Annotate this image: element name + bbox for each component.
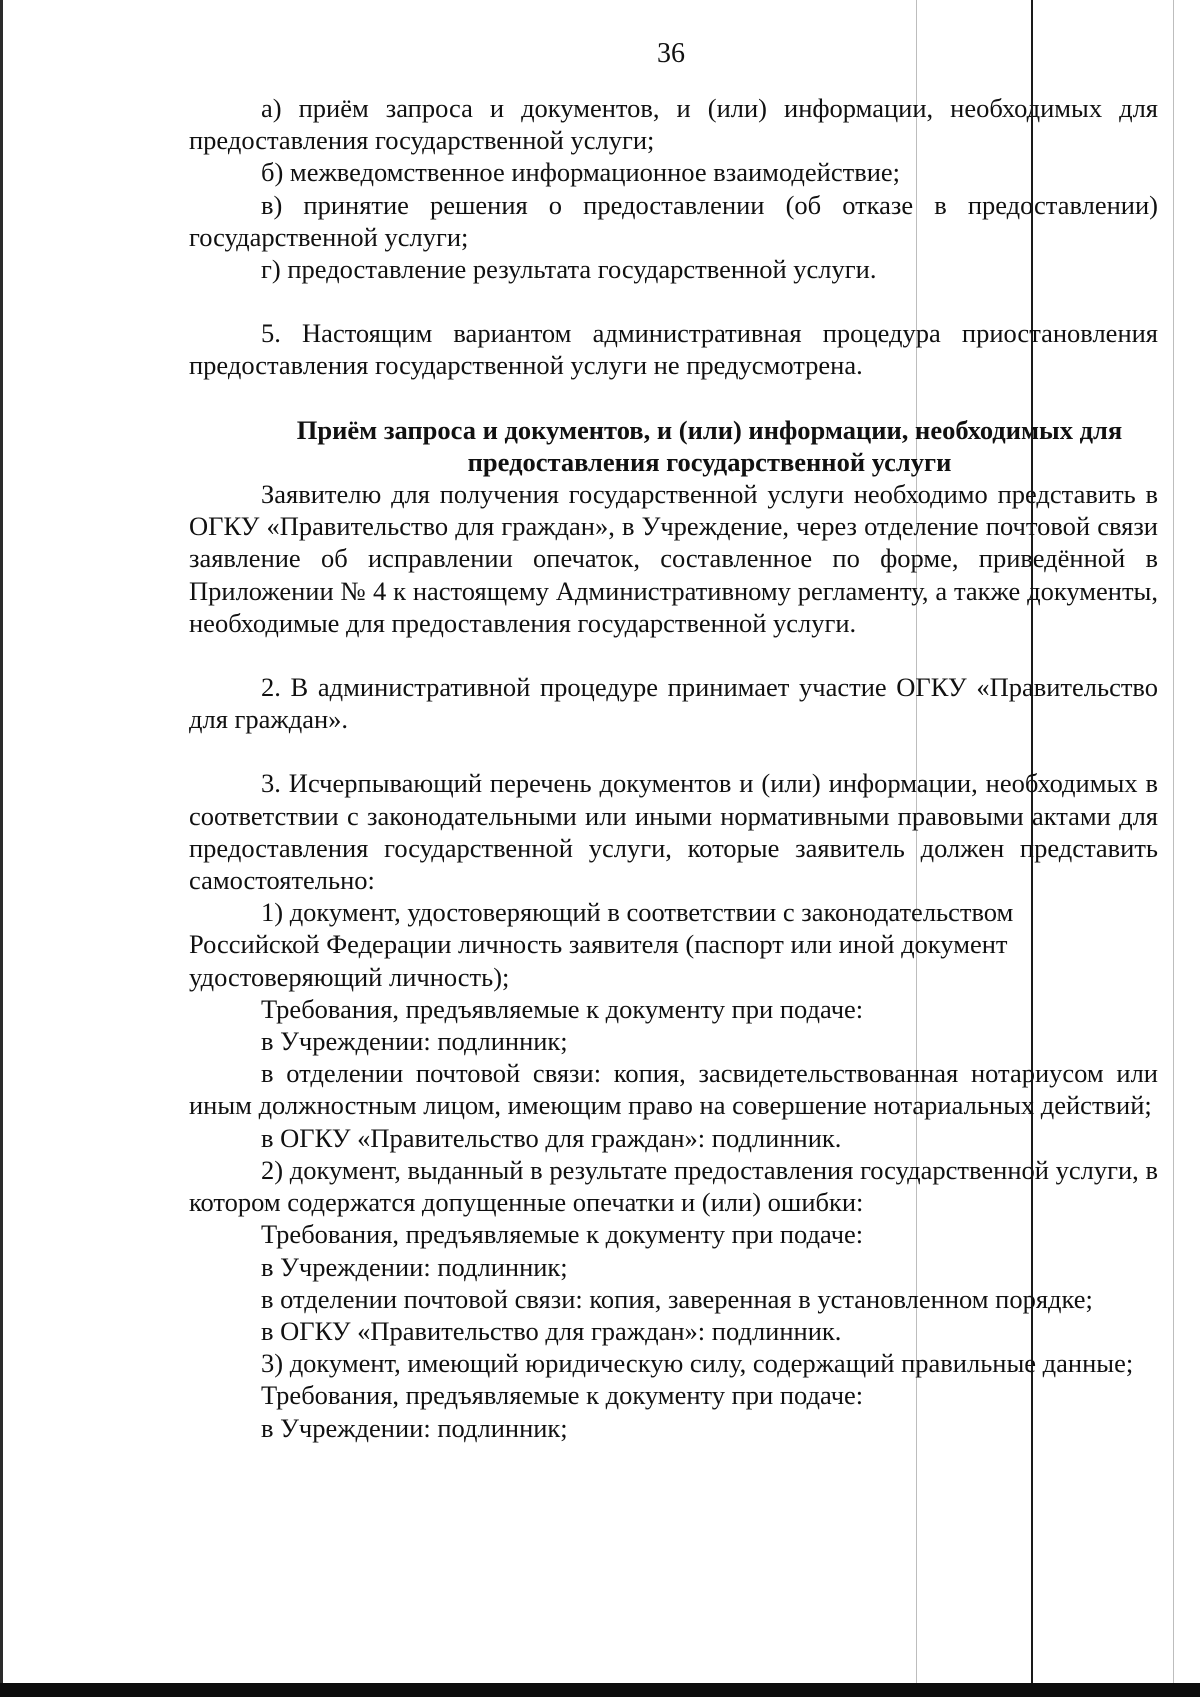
list-item-c: в) принятие решения о предоставлении (об отказе в предоставлении) государственной услуги;	[189, 189, 1158, 252]
section-heading-line2: предоставления государственной услуги	[467, 446, 952, 477]
doc3-institution: в Учреждении: подлинник;	[261, 1412, 568, 1443]
spacer	[189, 735, 1158, 767]
doc2-ogku: в ОГКУ «Правительство для граждан»: подлинник.	[261, 1315, 842, 1346]
doc1-ogku: в ОГКУ «Правительство для граждан»: подлинник.	[261, 1122, 842, 1153]
page-number: 36	[657, 38, 685, 69]
list-item-a: а) приём запроса и документов, и (или) информации, необходимых для предоставления государственной услуги;	[189, 93, 1158, 156]
paragraph-3: 3. Исчерпывающий перечень документов и (или) информации, необходимых в соответствии с законодательными или иными нормативными правовыми актами для предоставления государственной услуги, которые заявитель должен представить самостоятельно:	[189, 768, 1158, 896]
scan-left-edge	[0, 0, 3, 1697]
doc3-requirements: Требования, предъявляемые к документу при подаче:	[261, 1380, 864, 1411]
intro-paragraph: Заявителю для получения государственной услуги необходимо представить в ОГКУ «Правительство для граждан», в Учреждение, через отделение почтовой связи заявление об исправлении опечаток, составленное по форме, приведённой в Приложении № 4 к настоящему Административному регламенту, а также документы, необходимые для предоставления государственной услуги.	[189, 479, 1158, 638]
spacer	[189, 639, 1158, 671]
paragraph-2: 2. В административной процедуре принимает участие ОГКУ «Правительство для граждан».	[189, 672, 1158, 735]
doc1-institution: в Учреждении: подлинник;	[261, 1026, 568, 1057]
section-heading-line1: Приём запроса и документов, и (или) информации, необходимых для	[296, 414, 1123, 445]
doc2-requirements: Требования, предъявляемые к документу при подаче:	[261, 1219, 864, 1250]
spacer	[189, 285, 1158, 317]
doc1-line1: 1) документ, удостоверяющий в соответствии с законодательством	[261, 897, 1014, 928]
doc2-text: 2) документ, выданный в результате предоставления государственной услуги, в котором содержатся допущенные опечатки и (или) ошибки:	[189, 1154, 1158, 1218]
doc1-line2: Российской Федерации личность заявителя (паспорт или иной документ	[189, 929, 1008, 960]
document-body	[189, 92, 1158, 1444]
spacer	[189, 382, 1158, 414]
doc1-requirements: Требования, предъявляемые к документу при подаче:	[261, 993, 864, 1024]
doc2-institution: в Учреждении: подлинник;	[261, 1251, 568, 1282]
scan-artifact-faint-line-right	[1173, 0, 1174, 1683]
doc1-line3: удостоверяющий личность);	[189, 961, 510, 992]
doc2-post: в отделении почтовой связи: копия, заверенная в установленном порядке;	[261, 1283, 1093, 1314]
scan-bottom-border	[0, 1683, 1200, 1697]
doc3-text: 3) документ, имеющий юридическую силу, содержащий правильные данные;	[261, 1348, 1134, 1379]
doc1-post: в отделении почтовой связи: копия, засвидетельствованная нотариусом или иным должностным лицом, имеющим право на совершение нотариальных действий;	[189, 1058, 1158, 1121]
list-item-b: б) межведомственное информационное взаимодействие;	[261, 157, 901, 188]
paragraph-5: 5. Настоящим вариантом административная процедура приостановления предоставления государственной услуги не предусмотрена.	[189, 318, 1158, 381]
section-heading	[189, 414, 1158, 478]
list-item-d: г) предоставление результата государственной услуги.	[261, 254, 877, 285]
